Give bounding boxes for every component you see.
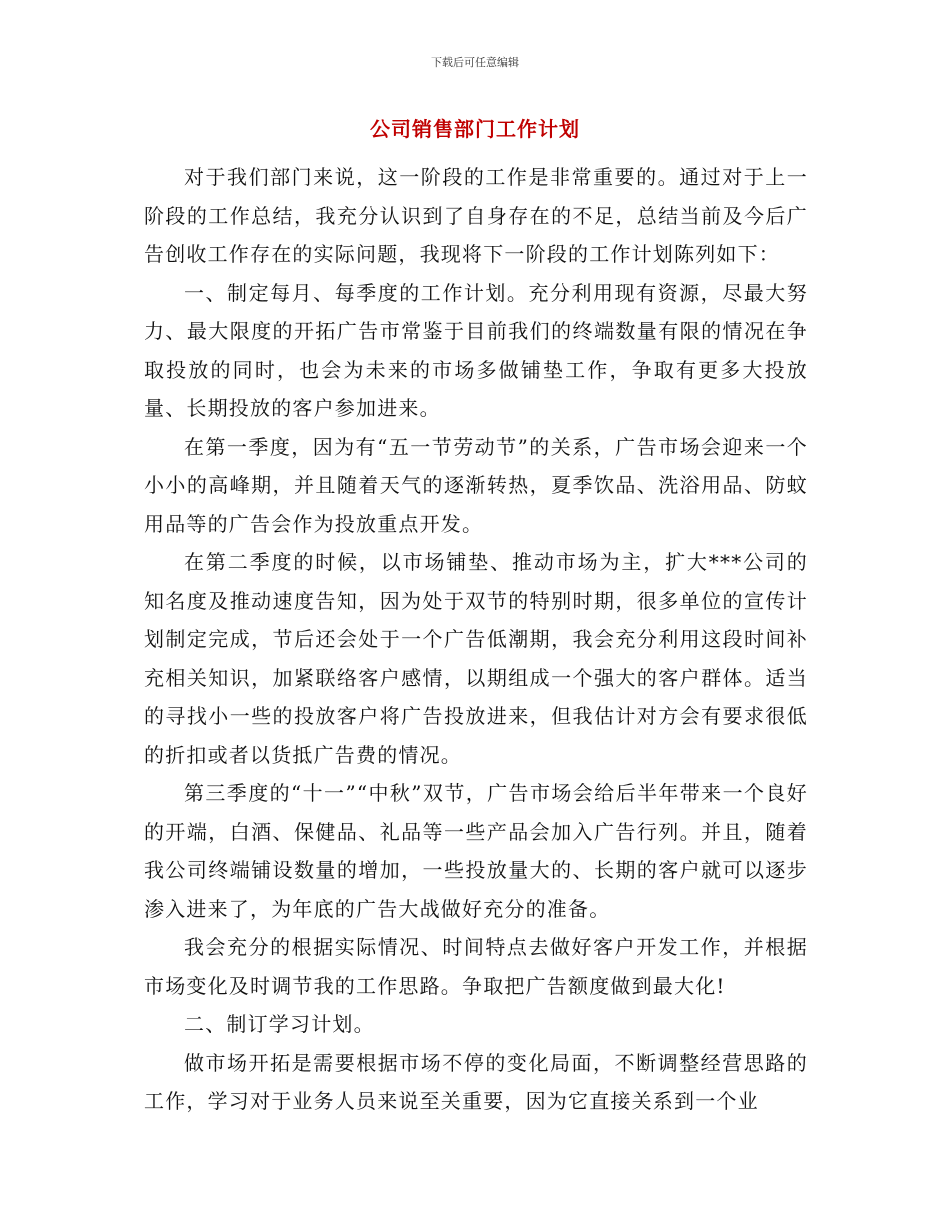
paragraph: 第三季度的“十一”“中秋”双节，广告市场会给后半年带来一个良好的开端，白酒、保健品、礼品等一些产品会加入广告行列。并且，随着我公司终端铺设数量的增加，一些投放量大的、长期的客户就可以逐步渗入进来了，为年底的广告大战做好充分的准备。: [144, 781, 808, 921]
document-body: [144, 158, 808, 1121]
paragraph: 我会充分的根据实际情况、时间特点去做好客户开发工作，并根据市场变化及时调节我的工作思路。争取把广告额度做到最大化!: [144, 935, 808, 998]
paragraph: 在第一季度，因为有“五一节劳动节”的关系，广告市场会迎来一个小小的高峰期，并且随着天气的逐渐转热，夏季饮品、洗浴用品、防蚊用品等的广告会作为投放重点开发。: [144, 434, 808, 536]
paragraph: 做市场开拓是需要根据市场不停的变化局面，不断调整经营思路的工作，学习对于业务人员来说至关重要，因为它直接关系到一个业: [144, 1050, 808, 1113]
paragraph: 二、制订学习计划。: [184, 1012, 375, 1036]
paragraph: 一、制定每月、每季度的工作计划。充分利用现有资源，尽最大努力、最大限度的开拓广告市常鉴于目前我们的终端数量有限的情况在争取投放的同时，也会为未来的市场多做铺垫工作，争取有更多大投放量、长期投放的客户参加进来。: [144, 280, 808, 420]
paragraph: 在第二季度的时候，以市场铺垫、推动市场为主，扩大***公司的知名度及推动速度告知，因为处于双节的特别时期，很多单位的宣传计划制定完成，节后还会处于一个广告低潮期，我会充分利用这段时间补充相关知识，加紧联络客户感情，以期组成一个强大的客户群体。适当的寻找小一些的投放客户将广告投放进来，但我估计对方会有要求很低的折扣或者以货抵广告费的情况。: [144, 550, 808, 767]
header-note: 下载后可任意编辑: [431, 56, 519, 69]
document-title: 公司销售部门工作计划: [370, 117, 580, 141]
paragraph: 对于我们部门来说，这一阶段的工作是非常重要的。通过对于上一阶段的工作总结，我充分认识到了自身存在的不足，总结当前及今后广告创收工作存在的实际问题，我现将下一阶段的工作计划陈列如下：: [144, 165, 808, 266]
